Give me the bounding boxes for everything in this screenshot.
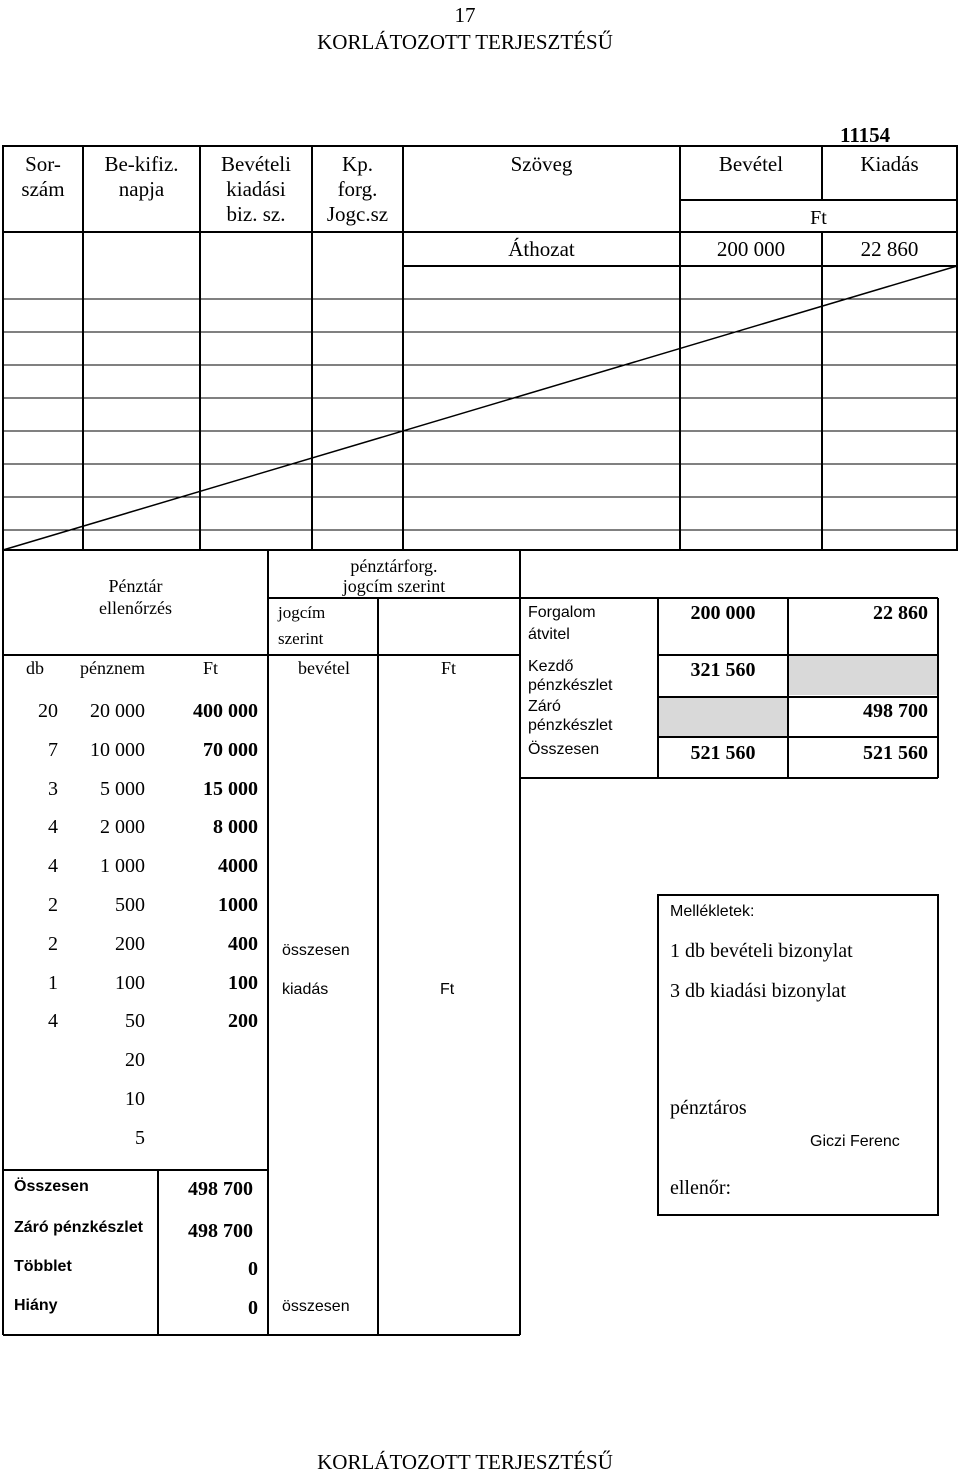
denomination-ft: 400 (228, 932, 258, 955)
osszesen-kiadas: 521 560 (863, 742, 928, 764)
col-ft2-header: Ft (441, 658, 457, 678)
zaro-value: 498 700 (863, 700, 928, 722)
ellenor-label: ellenőr: (670, 1177, 732, 1199)
totals-osszesen-value: 498 700 (188, 1178, 253, 1200)
totals-tobblet-label: Többlet (14, 1258, 72, 1275)
denomination-penznem: 10 000 (90, 738, 145, 761)
col-bekifiz-header: Be-kifiz. napja (104, 152, 179, 201)
melleklet-line-1: 1 db bevételi bizonylat (670, 940, 853, 962)
zaro-label: Záró pénzkészlet (528, 698, 613, 734)
col-ft-header: Ft (203, 658, 219, 678)
denomination-ft: 400 000 (193, 700, 258, 722)
restriction-footer: KORLÁTOZOTT TERJESZTÉSŰ (317, 1450, 613, 1474)
denomination-penznem: 50 (125, 1010, 145, 1033)
athozat-bevetel: 200 000 (716, 237, 786, 261)
osszesen-label: Összesen (528, 741, 600, 758)
jogcim-szerint-label: jogcím szerint (278, 603, 326, 648)
totals-osszesen-label: Összesen (14, 1178, 89, 1195)
col-penznem-header: pénznem (80, 658, 145, 678)
penztarforg-label: pénztárforg. jogcím szerint (342, 556, 446, 596)
denomination-db: 2 (48, 932, 58, 955)
denomination-penznem: 100 (115, 971, 145, 994)
osszesen-small: összesen (282, 942, 350, 959)
shade-kezdo-kiadas (788, 655, 938, 695)
denomination-penznem: 500 (115, 894, 145, 916)
denomination-db: 4 (48, 816, 58, 839)
totals-zaro-value: 498 700 (188, 1220, 253, 1242)
shade-zaro-bevetel (658, 697, 788, 737)
denomination-ft: 100 (228, 971, 258, 994)
denomination-db: 2 (48, 894, 58, 916)
denomination-penznem: 5 (135, 1126, 145, 1149)
page-number: 17 (454, 3, 476, 27)
athozat-kiadas: 22 860 (860, 237, 919, 261)
penztaros-label: pénztáros (670, 1097, 747, 1119)
penztaros-name: Giczi Ferenc (810, 1133, 900, 1150)
col-bevetel-small-header: bevétel (298, 658, 350, 678)
denomination-penznem: 10 (125, 1088, 145, 1110)
athozat-label: Áthozat (508, 237, 575, 261)
denomination-penznem: 20 (125, 1049, 145, 1072)
denomination-ft: 1000 (218, 894, 258, 916)
col-bevételi-header: Bevételi kiadási biz. sz. (221, 152, 291, 226)
totals-hiany-label: Hiány (14, 1297, 58, 1314)
denomination-penznem: 5 000 (100, 777, 145, 800)
document-number: 11154 (840, 123, 891, 147)
col-kiadas-header: Kiadás (860, 152, 919, 176)
denomination-db: 3 (48, 777, 58, 800)
penztar-ellenorzes-label: Pénztár ellenőrzés (99, 576, 172, 618)
forgalom-atvitel-label: Forgalom átvitel (528, 604, 596, 643)
restriction-header: KORLÁTOZOTT TERJESZTÉSŰ (317, 30, 613, 54)
col-szoveg-header: Szöveg (510, 152, 573, 176)
atvitel-bevetel: 200 000 (690, 602, 756, 624)
denomination-ft: 200 (228, 1010, 258, 1033)
denomination-db: 1 (48, 971, 58, 994)
totals-zaro-label: Záró pénzkészlet (14, 1219, 143, 1236)
kiadas-small: kiadás (282, 981, 329, 998)
denomination-ft: 4000 (218, 855, 258, 878)
denomination-penznem: 1 000 (100, 855, 145, 878)
kezdo-label: Kezdő pénzkészlet (528, 658, 613, 694)
denomination-db: 4 (48, 1010, 58, 1033)
denomination-penznem: 200 (115, 932, 145, 955)
kezdo-value: 321 560 (690, 659, 756, 681)
mellekletek-title: Mellékletek: (670, 903, 755, 920)
denomination-ft: 15 000 (203, 777, 258, 800)
currency-label: Ft (810, 207, 827, 229)
totals-hiany-value: 0 (248, 1297, 258, 1319)
denomination-db: 20 (38, 700, 58, 722)
col-db-header: db (26, 658, 44, 678)
denomination-db: 4 (48, 855, 58, 878)
melleklet-line-2: 3 db kiadási bizonylat (670, 980, 847, 1002)
col-kp-header: Kp. forg. Jogc.sz (326, 152, 389, 226)
kiadas-ft: Ft (440, 981, 455, 998)
denomination-ft: 70 000 (203, 738, 258, 761)
totals-tobblet-value: 0 (248, 1258, 258, 1280)
osszesen-bevetel: 521 560 (690, 742, 756, 764)
col-bevetel-header: Bevétel (718, 152, 784, 176)
atvitel-kiadas: 22 860 (873, 602, 928, 624)
osszesen-small-2: összesen (282, 1298, 350, 1315)
denomination-penznem: 20 000 (90, 700, 145, 722)
denomination-db: 7 (48, 738, 58, 761)
denomination-penznem: 2 000 (100, 816, 145, 839)
col-sorszam-header: Sor- szám (21, 152, 65, 201)
denomination-ft: 8 000 (213, 816, 258, 839)
